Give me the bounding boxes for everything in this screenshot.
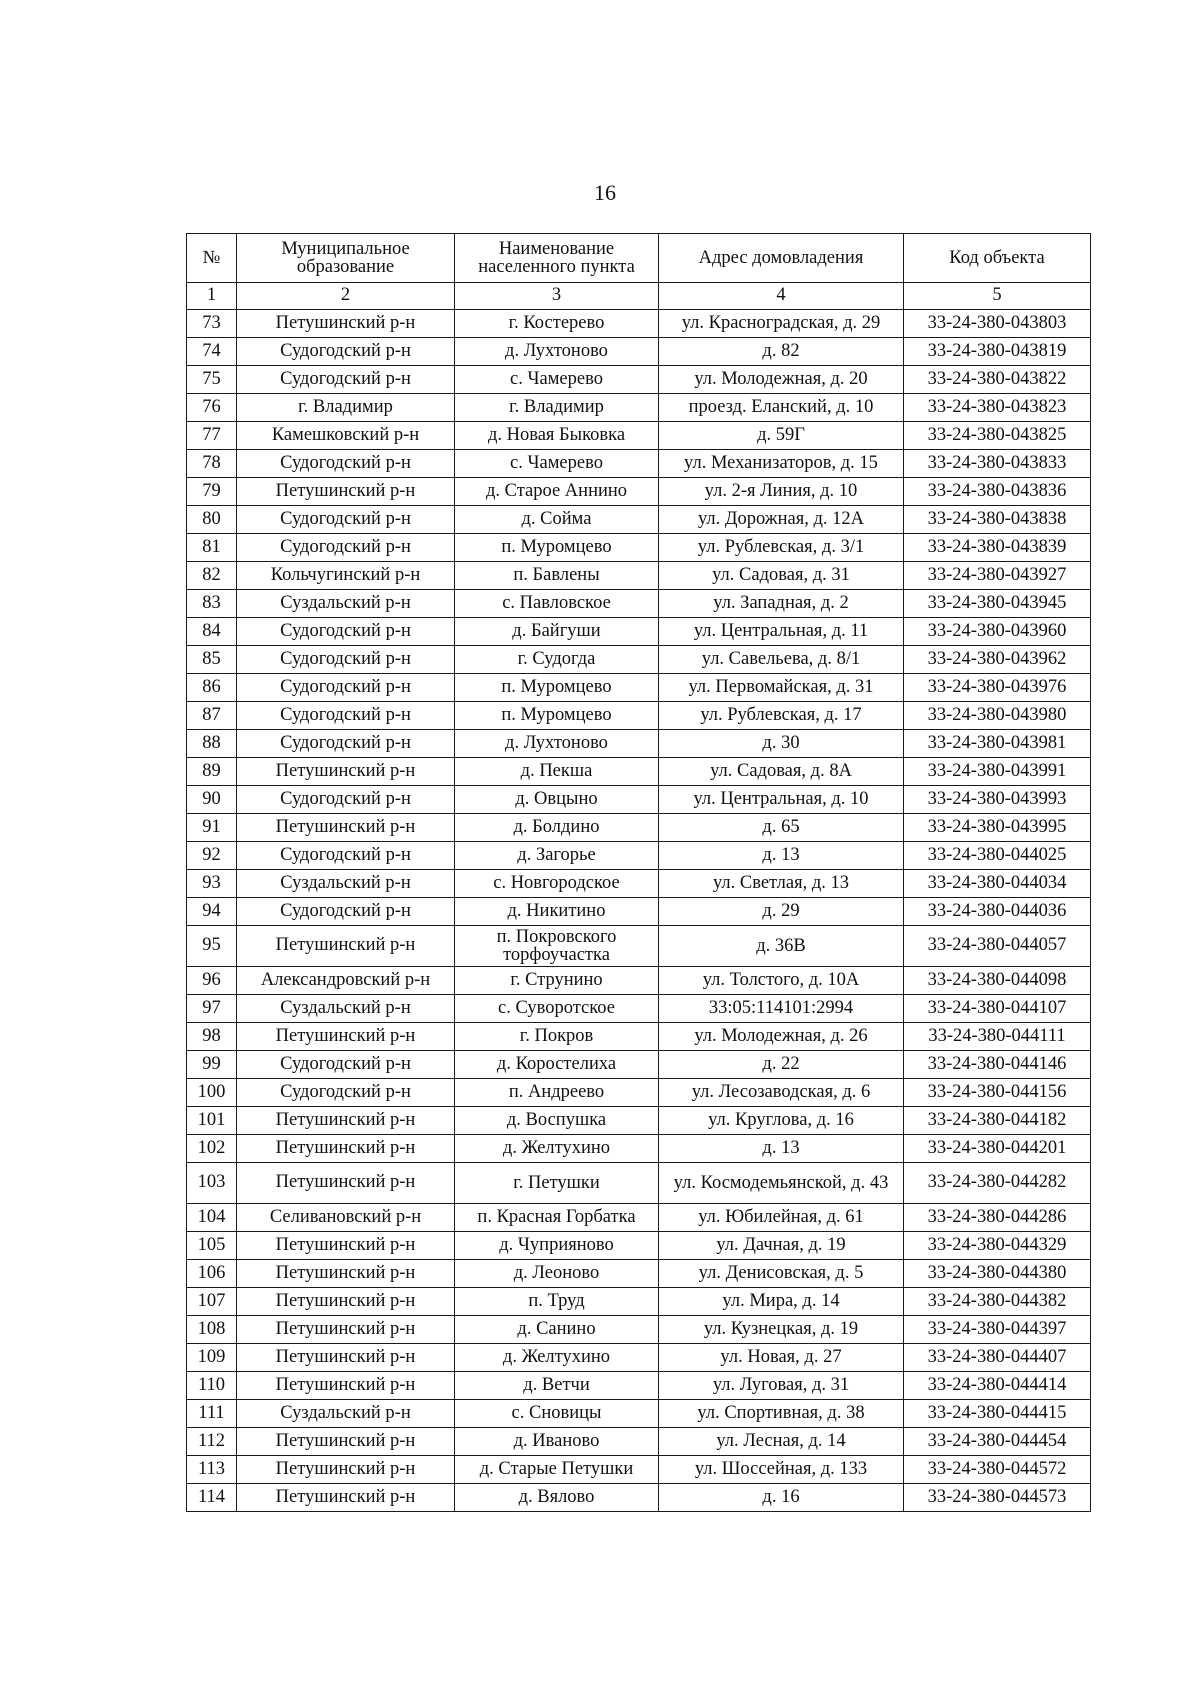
- settlement-cell: д. Лухтоново: [455, 730, 659, 758]
- municipality-cell: Судогодский р-н: [237, 534, 455, 562]
- column-index: 3: [455, 283, 659, 310]
- table-row: [187, 1107, 1091, 1135]
- table-row: [187, 1372, 1091, 1400]
- address-cell: д. 22: [659, 1051, 904, 1079]
- municipality-cell: Петушинский р-н: [237, 1428, 455, 1456]
- column-index: 5: [904, 283, 1091, 310]
- row-number: 102: [187, 1135, 237, 1163]
- settlement-cell: д. Болдино: [455, 814, 659, 842]
- municipality-cell: Петушинский р-н: [237, 1288, 455, 1316]
- settlement-cell: п. Андреево: [455, 1079, 659, 1107]
- address-cell: ул. Космодемьянской, д. 43: [659, 1163, 904, 1204]
- address-cell: ул. Савельева, д. 8/1: [659, 646, 904, 674]
- municipality-cell: Суздальский р-н: [237, 870, 455, 898]
- settlement-cell: с. Суворотское: [455, 995, 659, 1023]
- row-number: 80: [187, 506, 237, 534]
- municipality-cell: Петушинский р-н: [237, 1163, 455, 1204]
- table-row: [187, 814, 1091, 842]
- table-header-row: [187, 234, 1091, 283]
- row-number: 78: [187, 450, 237, 478]
- table-row: [187, 618, 1091, 646]
- table-row: [187, 366, 1091, 394]
- table-row: [187, 1204, 1091, 1232]
- row-number: 111: [187, 1400, 237, 1428]
- row-number: 88: [187, 730, 237, 758]
- row-number: 85: [187, 646, 237, 674]
- object-code-cell: 33-24-380-043927: [904, 562, 1091, 590]
- settlement-cell: д. Желтухино: [455, 1135, 659, 1163]
- table-row: [187, 1135, 1091, 1163]
- address-cell: ул. Молодежная, д. 20: [659, 366, 904, 394]
- municipality-cell: Судогодский р-н: [237, 702, 455, 730]
- table-row: [187, 967, 1091, 995]
- object-code-cell: 33-24-380-044415: [904, 1400, 1091, 1428]
- address-cell: ул. Дачная, д. 19: [659, 1232, 904, 1260]
- municipality-cell: Петушинский р-н: [237, 1107, 455, 1135]
- address-cell: 33:05:114101:2994: [659, 995, 904, 1023]
- object-code-cell: 33-24-380-044107: [904, 995, 1091, 1023]
- address-cell: ул. Центральная, д. 11: [659, 618, 904, 646]
- municipality-cell: Петушинский р-н: [237, 1232, 455, 1260]
- settlement-cell: д. Воспушка: [455, 1107, 659, 1135]
- municipality-cell: Суздальский р-н: [237, 590, 455, 618]
- table-row: [187, 1400, 1091, 1428]
- settlement-cell: п. Бавлены: [455, 562, 659, 590]
- column-index-row: [187, 283, 1091, 310]
- municipality-cell: Петушинский р-н: [237, 478, 455, 506]
- object-code-cell: 33-24-380-044057: [904, 926, 1091, 967]
- row-number: 83: [187, 590, 237, 618]
- address-cell: ул. Шоссейная, д. 133: [659, 1456, 904, 1484]
- object-code-cell: 33-24-380-044025: [904, 842, 1091, 870]
- row-number: 75: [187, 366, 237, 394]
- row-number: 108: [187, 1316, 237, 1344]
- municipality-cell: Петушинский р-н: [237, 926, 455, 967]
- row-number: 87: [187, 702, 237, 730]
- settlement-cell: г. Судогда: [455, 646, 659, 674]
- object-code-cell: 33-24-380-044407: [904, 1344, 1091, 1372]
- row-number: 107: [187, 1288, 237, 1316]
- settlement-cell: д. Пекша: [455, 758, 659, 786]
- row-number: 89: [187, 758, 237, 786]
- object-code-cell: 33-24-380-043819: [904, 338, 1091, 366]
- object-code-cell: 33-24-380-043995: [904, 814, 1091, 842]
- table-row: [187, 1484, 1091, 1512]
- object-code-cell: 33-24-380-044573: [904, 1484, 1091, 1512]
- table-row: [187, 1023, 1091, 1051]
- address-cell: ул. Лесная, д. 14: [659, 1428, 904, 1456]
- address-cell: ул. Западная, д. 2: [659, 590, 904, 618]
- object-code-cell: 33-24-380-043839: [904, 534, 1091, 562]
- municipality-cell: Судогодский р-н: [237, 898, 455, 926]
- address-cell: ул. Дорожная, д. 12А: [659, 506, 904, 534]
- column-index: 4: [659, 283, 904, 310]
- page-number: 16: [594, 180, 616, 205]
- table-row: [187, 758, 1091, 786]
- address-cell: ул. Центральная, д. 10: [659, 786, 904, 814]
- municipality-cell: Петушинский р-н: [237, 814, 455, 842]
- settlement-cell: д. Овцыно: [455, 786, 659, 814]
- municipality-cell: Судогодский р-н: [237, 338, 455, 366]
- settlement-cell: п. Муромцево: [455, 702, 659, 730]
- table-row: [187, 1232, 1091, 1260]
- table-body: [187, 310, 1091, 1512]
- row-number: 76: [187, 394, 237, 422]
- object-code-cell: 33-24-380-043836: [904, 478, 1091, 506]
- row-number: 94: [187, 898, 237, 926]
- address-cell: ул. Механизаторов, д. 15: [659, 450, 904, 478]
- municipality-cell: Петушинский р-н: [237, 1316, 455, 1344]
- municipality-cell: Судогодский р-н: [237, 786, 455, 814]
- table-row: [187, 534, 1091, 562]
- table-row: [187, 1456, 1091, 1484]
- settlement-cell: п. Муромцево: [455, 674, 659, 702]
- row-number: 112: [187, 1428, 237, 1456]
- households-table: [186, 233, 1091, 1512]
- settlement-cell: п. Покровского торфоучастка: [455, 926, 659, 967]
- object-code-cell: 33-24-380-043962: [904, 646, 1091, 674]
- object-code-cell: 33-24-380-044146: [904, 1051, 1091, 1079]
- table-row: [187, 1079, 1091, 1107]
- municipality-cell: Селивановский р-н: [237, 1204, 455, 1232]
- municipality-cell: г. Владимир: [237, 394, 455, 422]
- municipality-cell: Судогодский р-н: [237, 366, 455, 394]
- table-row: [187, 310, 1091, 338]
- settlement-cell: г. Петушки: [455, 1163, 659, 1204]
- object-code-cell: 33-24-380-043825: [904, 422, 1091, 450]
- municipality-cell: Судогодский р-н: [237, 506, 455, 534]
- object-code-cell: 33-24-380-044182: [904, 1107, 1091, 1135]
- row-number: 86: [187, 674, 237, 702]
- table-row: [187, 1288, 1091, 1316]
- settlement-cell: г. Струнино: [455, 967, 659, 995]
- municipality-cell: Петушинский р-н: [237, 1344, 455, 1372]
- address-cell: ул. Рублевская, д. 17: [659, 702, 904, 730]
- table-row: [187, 1344, 1091, 1372]
- settlement-cell: д. Сойма: [455, 506, 659, 534]
- municipality-cell: Судогодский р-н: [237, 646, 455, 674]
- table-row: [187, 646, 1091, 674]
- object-code-cell: 33-24-380-043823: [904, 394, 1091, 422]
- object-code-cell: 33-24-380-044098: [904, 967, 1091, 995]
- table-row: [187, 1260, 1091, 1288]
- row-number: 103: [187, 1163, 237, 1204]
- table-row: [187, 870, 1091, 898]
- settlement-cell: с. Новгородское: [455, 870, 659, 898]
- row-number: 106: [187, 1260, 237, 1288]
- row-number: 105: [187, 1232, 237, 1260]
- address-cell: ул. Первомайская, д. 31: [659, 674, 904, 702]
- header-address: Адрес домовладения: [659, 234, 904, 283]
- settlement-cell: д. Иваново: [455, 1428, 659, 1456]
- object-code-cell: 33-24-380-044111: [904, 1023, 1091, 1051]
- table-row: [187, 1316, 1091, 1344]
- address-cell: д. 59Г: [659, 422, 904, 450]
- municipality-cell: Судогодский р-н: [237, 450, 455, 478]
- row-number: 110: [187, 1372, 237, 1400]
- row-number: 92: [187, 842, 237, 870]
- settlement-cell: п. Красная Горбатка: [455, 1204, 659, 1232]
- header-object-code: Код объекта: [904, 234, 1091, 283]
- address-cell: д. 65: [659, 814, 904, 842]
- object-code-cell: 33-24-380-043960: [904, 618, 1091, 646]
- settlement-cell: д. Старые Петушки: [455, 1456, 659, 1484]
- table-row: [187, 898, 1091, 926]
- table-row: [187, 394, 1091, 422]
- address-cell: ул. Садовая, д. 31: [659, 562, 904, 590]
- address-cell: ул. Мира, д. 14: [659, 1288, 904, 1316]
- municipality-cell: Петушинский р-н: [237, 1484, 455, 1512]
- row-number: 73: [187, 310, 237, 338]
- table-row: [187, 1051, 1091, 1079]
- municipality-cell: Петушинский р-н: [237, 310, 455, 338]
- row-number: 93: [187, 870, 237, 898]
- municipality-cell: Суздальский р-н: [237, 995, 455, 1023]
- municipality-cell: Камешковский р-н: [237, 422, 455, 450]
- address-cell: ул. Новая, д. 27: [659, 1344, 904, 1372]
- table-row: [187, 562, 1091, 590]
- municipality-cell: Петушинский р-н: [237, 1372, 455, 1400]
- municipality-cell: Александровский р-н: [237, 967, 455, 995]
- address-cell: ул. 2-я Линия, д. 10: [659, 478, 904, 506]
- settlement-cell: д. Никитино: [455, 898, 659, 926]
- object-code-cell: 33-24-380-044036: [904, 898, 1091, 926]
- address-cell: ул. Лесозаводская, д. 6: [659, 1079, 904, 1107]
- row-number: 113: [187, 1456, 237, 1484]
- settlement-cell: д. Вялово: [455, 1484, 659, 1512]
- municipality-cell: Петушинский р-н: [237, 1456, 455, 1484]
- object-code-cell: 33-24-380-043993: [904, 786, 1091, 814]
- address-cell: ул. Рублевская, д. 3/1: [659, 534, 904, 562]
- settlement-cell: п. Муромцево: [455, 534, 659, 562]
- address-cell: ул. Круглова, д. 16: [659, 1107, 904, 1135]
- table-row: [187, 478, 1091, 506]
- address-cell: д. 16: [659, 1484, 904, 1512]
- municipality-cell: Судогодский р-н: [237, 674, 455, 702]
- municipality-cell: Суздальский р-н: [237, 1400, 455, 1428]
- address-cell: проезд. Еланский, д. 10: [659, 394, 904, 422]
- object-code-cell: 33-24-380-044286: [904, 1204, 1091, 1232]
- settlement-cell: д. Старое Аннино: [455, 478, 659, 506]
- address-cell: д. 30: [659, 730, 904, 758]
- address-cell: ул. Молодежная, д. 26: [659, 1023, 904, 1051]
- row-number: 91: [187, 814, 237, 842]
- settlement-cell: д. Лухтоново: [455, 338, 659, 366]
- table-row: [187, 590, 1091, 618]
- table-row: [187, 506, 1091, 534]
- table-row: [187, 926, 1091, 967]
- address-cell: ул. Красноградская, д. 29: [659, 310, 904, 338]
- row-number: 109: [187, 1344, 237, 1372]
- object-code-cell: 33-24-380-043945: [904, 590, 1091, 618]
- address-cell: д. 82: [659, 338, 904, 366]
- header-number: №: [187, 234, 237, 283]
- row-number: 84: [187, 618, 237, 646]
- object-code-cell: 33-24-380-043981: [904, 730, 1091, 758]
- settlement-cell: д. Новая Быковка: [455, 422, 659, 450]
- municipality-cell: Петушинский р-н: [237, 1023, 455, 1051]
- settlement-cell: г. Владимир: [455, 394, 659, 422]
- object-code-cell: 33-24-380-044034: [904, 870, 1091, 898]
- settlement-cell: д. Ветчи: [455, 1372, 659, 1400]
- municipality-cell: Судогодский р-н: [237, 842, 455, 870]
- address-cell: ул. Кузнецкая, д. 19: [659, 1316, 904, 1344]
- municipality-cell: Судогодский р-н: [237, 730, 455, 758]
- settlement-cell: с. Павловское: [455, 590, 659, 618]
- header-settlement: Наименование населенного пункта: [455, 234, 659, 283]
- row-number: 74: [187, 338, 237, 366]
- table-row: [187, 1163, 1091, 1204]
- row-number: 101: [187, 1107, 237, 1135]
- object-code-cell: 33-24-380-044572: [904, 1456, 1091, 1484]
- address-cell: ул. Светлая, д. 13: [659, 870, 904, 898]
- table-row: [187, 1428, 1091, 1456]
- address-cell: д. 29: [659, 898, 904, 926]
- row-number: 95: [187, 926, 237, 967]
- table-row: [187, 842, 1091, 870]
- settlement-cell: д. Чуприяново: [455, 1232, 659, 1260]
- row-number: 79: [187, 478, 237, 506]
- row-number: 98: [187, 1023, 237, 1051]
- row-number: 90: [187, 786, 237, 814]
- object-code-cell: 33-24-380-044156: [904, 1079, 1091, 1107]
- table-row: [187, 450, 1091, 478]
- settlement-cell: д. Байгуши: [455, 618, 659, 646]
- row-number: 100: [187, 1079, 237, 1107]
- object-code-cell: 33-24-380-044397: [904, 1316, 1091, 1344]
- settlement-cell: г. Костерево: [455, 310, 659, 338]
- table-row: [187, 674, 1091, 702]
- address-cell: ул. Юбилейная, д. 61: [659, 1204, 904, 1232]
- object-code-cell: 33-24-380-044329: [904, 1232, 1091, 1260]
- municipality-cell: Петушинский р-н: [237, 1260, 455, 1288]
- address-cell: ул. Спортивная, д. 38: [659, 1400, 904, 1428]
- table-row: [187, 422, 1091, 450]
- object-code-cell: 33-24-380-044201: [904, 1135, 1091, 1163]
- address-cell: ул. Луговая, д. 31: [659, 1372, 904, 1400]
- row-number: 97: [187, 995, 237, 1023]
- object-code-cell: 33-24-380-044282: [904, 1163, 1091, 1204]
- object-code-cell: 33-24-380-043833: [904, 450, 1091, 478]
- address-cell: д. 13: [659, 842, 904, 870]
- row-number: 104: [187, 1204, 237, 1232]
- municipality-cell: Петушинский р-н: [237, 1135, 455, 1163]
- object-code-cell: 33-24-380-043976: [904, 674, 1091, 702]
- object-code-cell: 33-24-380-043803: [904, 310, 1091, 338]
- municipality-cell: Судогодский р-н: [237, 1051, 455, 1079]
- object-code-cell: 33-24-380-043980: [904, 702, 1091, 730]
- table-row: [187, 702, 1091, 730]
- settlement-cell: п. Труд: [455, 1288, 659, 1316]
- settlement-cell: г. Покров: [455, 1023, 659, 1051]
- address-cell: ул. Денисовская, д. 5: [659, 1260, 904, 1288]
- settlement-cell: с. Чамерево: [455, 366, 659, 394]
- row-number: 114: [187, 1484, 237, 1512]
- municipality-cell: Петушинский р-н: [237, 758, 455, 786]
- row-number: 99: [187, 1051, 237, 1079]
- table-row: [187, 995, 1091, 1023]
- settlement-cell: с. Сновицы: [455, 1400, 659, 1428]
- header-municipality: Муниципальное образование: [237, 234, 455, 283]
- object-code-cell: 33-24-380-043822: [904, 366, 1091, 394]
- object-code-cell: 33-24-380-043838: [904, 506, 1091, 534]
- address-cell: ул. Толстого, д. 10А: [659, 967, 904, 995]
- column-index: 1: [187, 283, 237, 310]
- settlement-cell: д. Леоново: [455, 1260, 659, 1288]
- address-cell: д. 36В: [659, 926, 904, 967]
- address-cell: ул. Садовая, д. 8А: [659, 758, 904, 786]
- table-row: [187, 338, 1091, 366]
- settlement-cell: д. Санино: [455, 1316, 659, 1344]
- object-code-cell: 33-24-380-044414: [904, 1372, 1091, 1400]
- object-code-cell: 33-24-380-044454: [904, 1428, 1091, 1456]
- settlement-cell: с. Чамерево: [455, 450, 659, 478]
- municipality-cell: Кольчугинский р-н: [237, 562, 455, 590]
- row-number: 96: [187, 967, 237, 995]
- object-code-cell: 33-24-380-043991: [904, 758, 1091, 786]
- address-cell: д. 13: [659, 1135, 904, 1163]
- object-code-cell: 33-24-380-044380: [904, 1260, 1091, 1288]
- column-index: 2: [237, 283, 455, 310]
- municipality-cell: Судогодский р-н: [237, 1079, 455, 1107]
- table-row: [187, 730, 1091, 758]
- settlement-cell: д. Загорье: [455, 842, 659, 870]
- table-row: [187, 786, 1091, 814]
- row-number: 82: [187, 562, 237, 590]
- row-number: 81: [187, 534, 237, 562]
- row-number: 77: [187, 422, 237, 450]
- settlement-cell: д. Коростелиха: [455, 1051, 659, 1079]
- object-code-cell: 33-24-380-044382: [904, 1288, 1091, 1316]
- settlement-cell: д. Желтухино: [455, 1344, 659, 1372]
- municipality-cell: Судогодский р-н: [237, 618, 455, 646]
